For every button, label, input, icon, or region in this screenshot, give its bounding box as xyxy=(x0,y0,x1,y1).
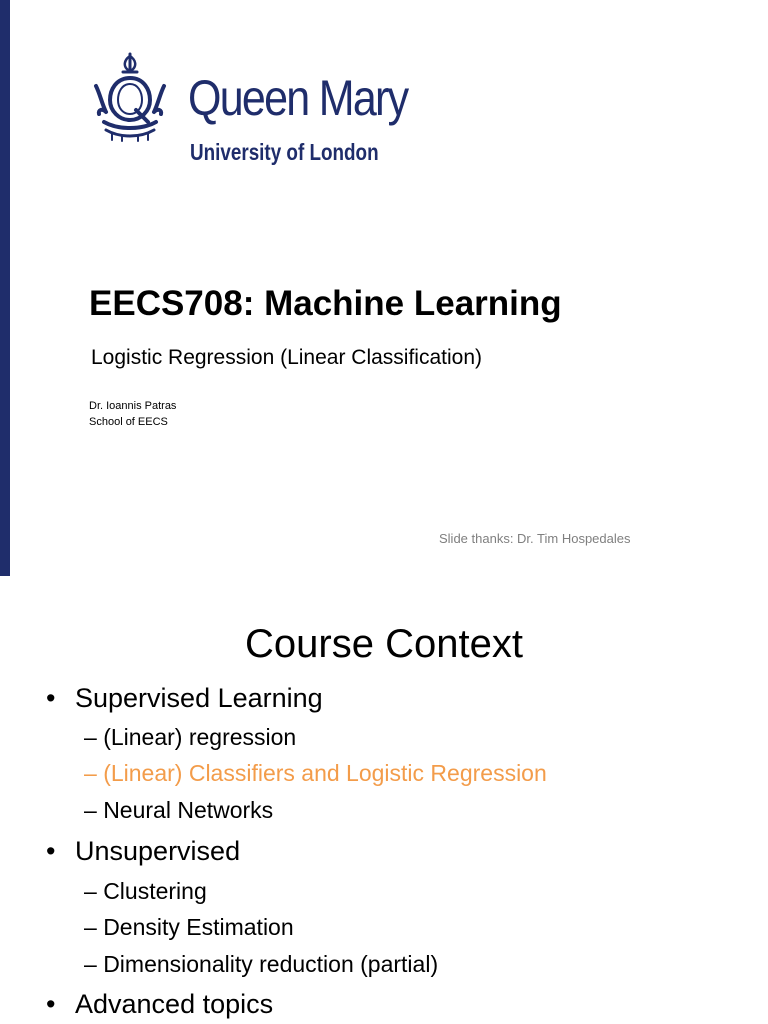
item-text: Density Estimation xyxy=(103,914,294,940)
item-text: (Linear) Classifiers and Logistic Regression xyxy=(103,760,547,786)
item-text: Supervised Learning xyxy=(75,683,323,713)
sub-bullet-item xyxy=(84,723,296,751)
dash-marker: – xyxy=(84,797,104,823)
course-title: EECS708: Machine Learning xyxy=(89,284,562,323)
dash-marker: – xyxy=(84,951,104,977)
sub-bullet-item xyxy=(84,796,273,824)
item-text: Clustering xyxy=(103,878,207,904)
item-text: (Linear) regression xyxy=(103,724,297,750)
item-text: Neural Networks xyxy=(103,797,274,823)
dash-marker: – xyxy=(84,878,104,904)
bullet-marker: • xyxy=(46,683,56,713)
dash-marker: – xyxy=(84,914,104,940)
author-block xyxy=(89,398,176,430)
dash-marker: – xyxy=(84,760,104,786)
bullet-item xyxy=(46,988,273,1020)
sub-bullet-item xyxy=(84,950,438,978)
bullet-item xyxy=(46,682,323,714)
university-logo xyxy=(90,50,430,175)
lecture-subtitle: Logistic Regression (Linear Classification) xyxy=(91,346,483,369)
logo-subtitle: University of London xyxy=(190,139,379,165)
item-text: Advanced topics xyxy=(75,989,274,1019)
course-context-slide xyxy=(0,576,768,1024)
slide-title: Course Context xyxy=(245,622,523,666)
bullet-marker: • xyxy=(46,836,56,866)
slide-thanks: Slide thanks: Dr. Tim Hospedales xyxy=(439,531,631,546)
bullet-item xyxy=(46,835,240,867)
logo-name: Queen Mary xyxy=(188,70,408,126)
bullet-marker: • xyxy=(46,989,56,1019)
item-text: Unsupervised xyxy=(75,836,241,866)
author-school: School of EECS xyxy=(89,416,168,428)
author-name: Dr. Ioannis Patras xyxy=(89,400,177,412)
sub-bullet-item xyxy=(84,877,207,905)
sub-bullet-item xyxy=(84,759,547,787)
dash-marker: – xyxy=(84,724,104,750)
item-text: Dimensionality reduction (partial) xyxy=(103,951,439,977)
sub-bullet-item xyxy=(84,913,294,941)
crown-icon xyxy=(90,50,170,142)
left-accent-bar xyxy=(0,0,10,576)
